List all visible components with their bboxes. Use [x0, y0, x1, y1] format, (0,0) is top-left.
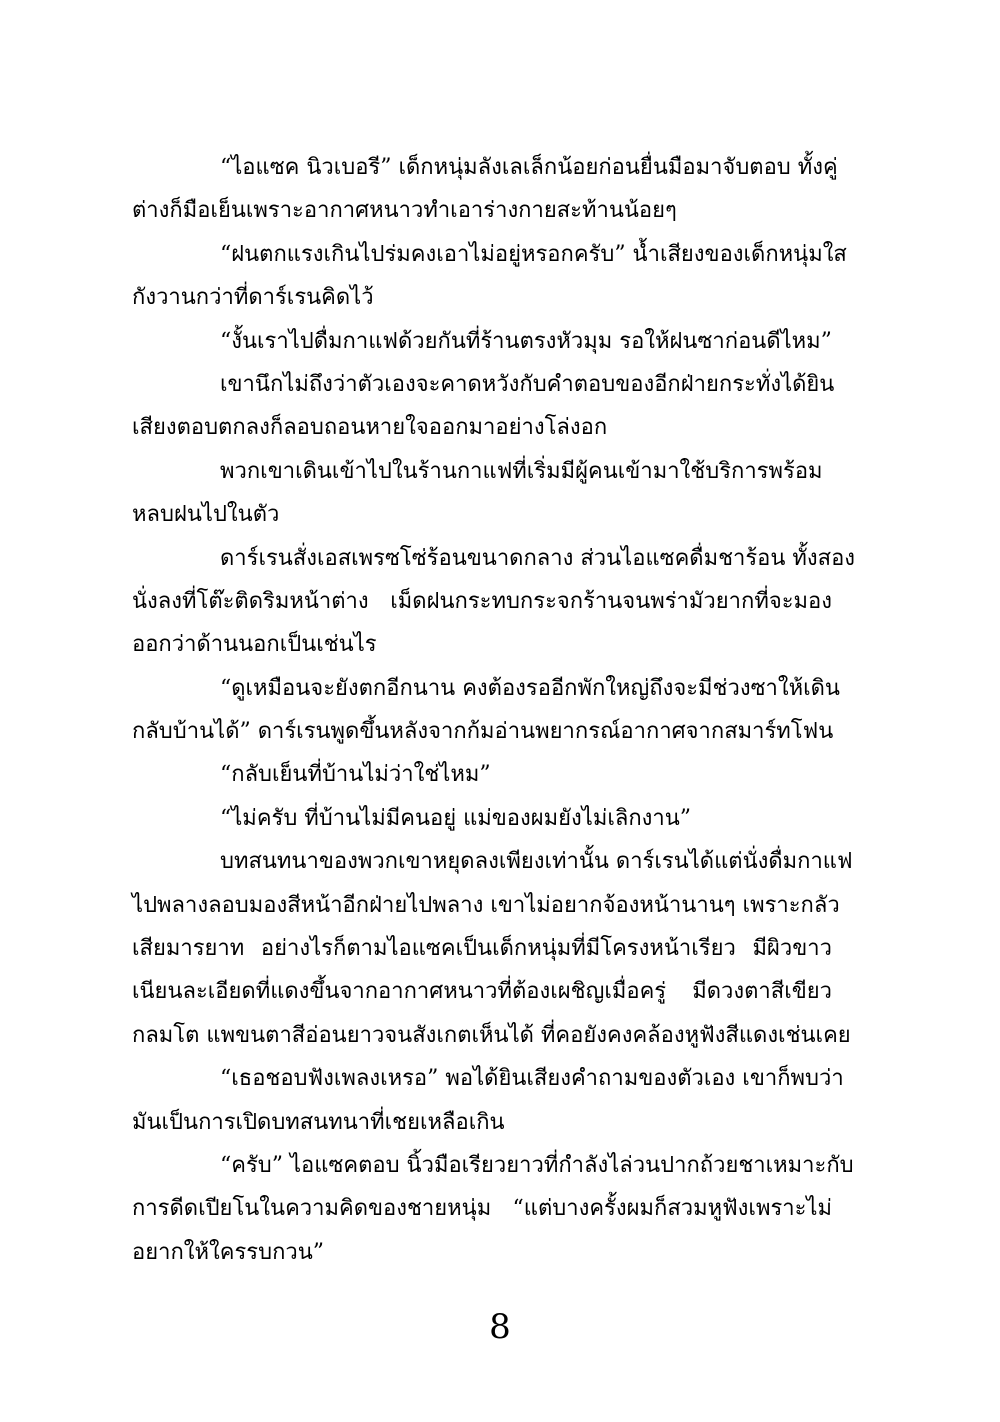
text-line: ต่างก็มือเย็นเพราะอากาศหนาวทำเอาร่างกายสะท้านน้อยๆ: [132, 198, 677, 224]
text-line: เสียมารยาท อย่างไรก็ตามไอแซคเป็นเด็กหนุ่มที่มีโครงหน้าเรียว มีผิวขาว: [132, 936, 832, 962]
text-line: พวกเขาเดินเข้าไปในร้านกาแฟที่เริ่มมีผู้คนเข้ามาใช้บริการพร้อม: [220, 458, 823, 484]
text-line: มันเป็นการเปิดบทสนทนาที่เชยเหลือเกิน: [132, 1109, 505, 1135]
text-line: “ไม่ครับ ที่บ้านไม่มีคนอยู่ แม่ของผมยังไม่เลิกงาน”: [220, 805, 692, 831]
text-line: กลับบ้านได้” ดาร์เรนพูดขึ้นหลังจากก้มอ่านพยากรณ์อากาศจากสมาร์ทโฟน: [132, 719, 834, 745]
text-line: เนียนละเอียดที่แดงขึ้นจากอากาศหนาวที่ต้องเผชิญเมื่อครู่ มีดวงตาสีเขียว: [132, 979, 832, 1005]
text-line: “ฝนตกแรงเกินไปร่มคงเอาไม่อยู่หรอกครับ” น้ำเสียงของเด็กหนุ่มใส: [220, 241, 847, 267]
text-line: ไปพลางลอบมองสีหน้าอีกฝ่ายไปพลาง เขาไม่อยากจ้องหน้านานๆ เพราะกลัว: [132, 892, 840, 918]
page-number: 8: [489, 1307, 511, 1347]
text-line: เขานึกไม่ถึงว่าตัวเองจะคาดหวังกับคำตอบของอีกฝ่ายกระทั่งได้ยิน: [220, 371, 835, 397]
text-line: “เธอชอบฟังเพลงเหรอ” พอได้ยินเสียงคำถามของตัวเอง เขาก็พบว่า: [220, 1066, 844, 1092]
text-line: นั่งลงที่โต๊ะติดริมหน้าต่าง เม็ดฝนกระทบกระจกร้านจนพร่ามัวยากที่จะมอง: [132, 588, 832, 614]
text-line: การดีดเปียโนในความคิดของชายหนุ่ม “แต่บางครั้งผมก็สวมหูฟังเพราะไม่: [132, 1196, 832, 1222]
text-line: “ไอแซค นิวเบอรี” เด็กหนุ่มลังเลเล็กน้อยก่อนยื่นมือมาจับตอบ ทั้งคู่: [220, 155, 838, 180]
text-line: ออกว่าด้านนอกเป็นเช่นไร: [132, 632, 377, 658]
text-line: ดาร์เรนสั่งเอสเพรซโซ่ร้อนขนาดกลาง ส่วนไอแซคดื่มชาร้อน ทั้งสอง: [220, 545, 856, 571]
body-text: [132, 146, 856, 1274]
text-line: กลมโต แพขนตาสีอ่อนยาวจนสังเกตเห็นได้ ที่คอยังคงคล้องหูฟังสีแดงเช่นเคย: [132, 1022, 851, 1048]
text-line: หลบฝนไปในตัว: [132, 502, 280, 528]
text-line: กังวานกว่าที่ดาร์เรนคิดไว้: [132, 285, 374, 311]
text-line: บทสนทนาของพวกเขาหยุดลงเพียงเท่านั้น ดาร์เรนได้แต่นั่งดื่มกาแฟ: [220, 849, 853, 875]
text-line: “งั้นเราไปดื่มกาแฟด้วยกันที่ร้านตรงหัวมุม รอให้ฝนซาก่อนดีไหม”: [220, 328, 832, 354]
text-line: “ครับ” ไอแซคตอบ นิ้วมือเรียวยาวที่กำลังไล่วนปากถ้วยชาเหมาะกับ: [220, 1152, 854, 1178]
text-line: อยากให้ใครรบกวน”: [132, 1239, 325, 1265]
text-line: “ดูเหมือนจะยังตกอีกนาน คงต้องรออีกพักใหญ่ถึงจะมีช่วงซาให้เดิน: [220, 675, 840, 701]
text-line: เสียงตอบตกลงก็ลอบถอนหายใจออกมาอย่างโล่งอก: [132, 415, 608, 441]
text-line: “กลับเย็นที่บ้านไม่ว่าใช่ไหม”: [220, 762, 491, 788]
